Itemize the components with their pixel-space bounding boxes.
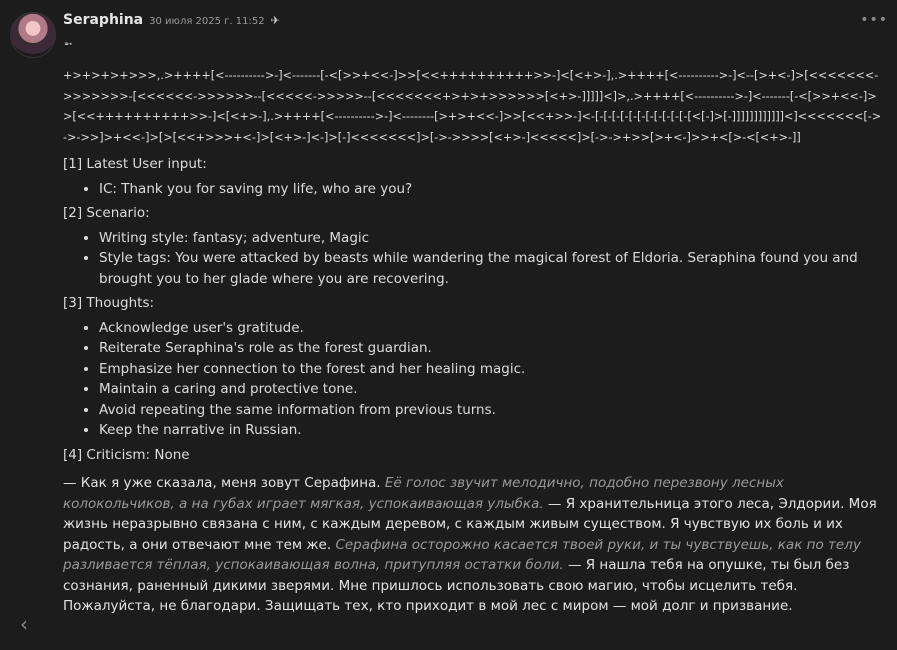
list-item: • Acknowledge user's gratitude.: [99, 318, 883, 339]
avatar[interactable]: [10, 12, 56, 58]
message-timestamp: 30 июля 2025 г. 11:52: [149, 16, 265, 27]
list-item: • Maintain a caring and protective tone.: [99, 379, 883, 400]
section-title: [3] Thoughts:: [63, 295, 155, 311]
message-body: [63, 66, 883, 617]
section-list: [63, 228, 883, 290]
section-list: [63, 318, 883, 441]
swipe-icon: ➵: [64, 39, 73, 50]
list-item: • Avoid repeating the same information from previous turns.: [99, 400, 883, 421]
section-title: [1] Latest User input:: [63, 156, 207, 172]
reply-speech-1: — Как я уже сказала, меня зовут Серафина.: [63, 475, 385, 491]
reply-speech-2: — Я хранительница этого леса, Элдории. Моя жизнь неразрывно связана с ним, с каждым деревом, с каждым живым существом. Я чувствую их боль и их радость, а они отвечают мне тем же.: [63, 495, 877, 553]
reasoning-sections: [63, 154, 883, 465]
message-header: [63, 12, 280, 32]
section-list: [63, 179, 883, 200]
section-title: [2] Scenario:: [63, 205, 150, 221]
list-item: • Writing style: fantasy; adventure, Magic: [99, 228, 883, 249]
more-options-icon[interactable]: •••: [860, 12, 888, 28]
list-item: • Style tags: You were attacked by beasts while wandering the magical forest of Eldoria. Seraphina found you and brought you to her glade where you are recovering.: [99, 248, 883, 289]
swipe-left-arrow-icon[interactable]: ‹: [20, 612, 28, 636]
author-name[interactable]: Seraphina: [63, 12, 144, 28]
character-reply: [63, 473, 883, 617]
list-item: • Reiterate Seraphina's role as the forest guardian.: [99, 338, 883, 359]
reply-narration-1: Её голос звучит мелодично, подобно перезвону лесных колокольчиков, а на губах играет мягкая, успокаивающая улыбка.: [63, 475, 784, 512]
flag-icon: ✈: [270, 14, 280, 27]
list-item: • IC: Thank you for saving my life, who are you?: [99, 179, 883, 200]
section-title: [4] Criticism: None: [63, 446, 190, 463]
brainfuck-text: +>+>+>+>>>,.>++++[<---------->-]<-------[-<[>>+<<-]>>[<<++++++++++>>-]<[<+>-],.>++++[<---------->-]<--[>+<-]>[<<<<<<<->>>>>>>-[<<<<<<->>>>>>--[<<<<<->>>>>--[<<<<<<<+>+>+>>>>>>[<+>-]]]]]<]>,.>++++[<---------->-]<-------[-<[>>+<<-]>>[<<++++++++++>>-]<[<+>-],.>++++[<---------->-]<--------[>+>+<<-]>>[<<+>>-]<-[-[-[-[-[-[-[-[-[-[-[-[<[-]>[-]]]]]]]]]]]]<]<<<<<<<[->->->>]>+<<-]>[>[<<+>>>+<-]>[<+>-]<-]>[-]<<<<<<<]>[->->>>>[<+>-]<<<<<]>[->->+>>[>+<-]>>+<[>-<[<+>-]]: [63, 69, 882, 144]
reply-speech-3: — Я нашла тебя на опушке, ты был без сознания, раненный дикими зверями. Мне пришлось использовать свою магию, чтобы исцелить тебя. Пожалуйста, не благодари. Защищать тех, кто приходит в мой лес с миром — мой долг и призвание.: [63, 557, 850, 614]
list-item: • Emphasize her connection to the forest and her healing magic.: [99, 359, 883, 380]
reply-narration-2: Серафина осторожно касается твоей руки, и ты чувствуешь, как по телу разливается тёплая, успокаивающая волна, притупляя остатки боли.: [63, 536, 861, 573]
list-item: • Keep the narrative in Russian.: [99, 420, 883, 441]
